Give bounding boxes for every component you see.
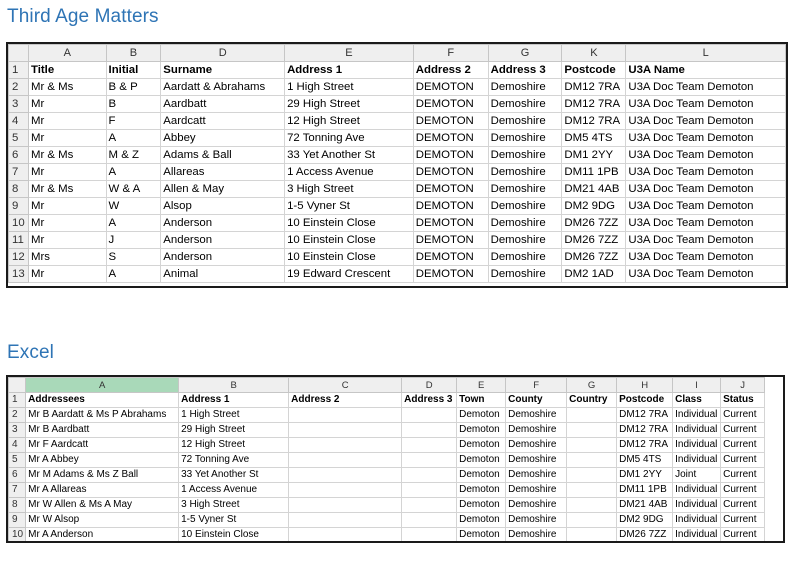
header-cell[interactable]: Address 3 — [402, 393, 457, 408]
column-header-d[interactable]: D — [161, 45, 285, 62]
table-row — [9, 215, 786, 232]
cell[interactable]: Demoshire — [488, 198, 562, 215]
header-cell[interactable]: Address 3 — [488, 62, 562, 79]
row-number[interactable]: 1 — [9, 62, 29, 79]
cell[interactable]: DM21 4AB — [617, 498, 673, 513]
cell[interactable]: Mr A Anderson — [26, 528, 179, 543]
cell[interactable]: DM1 2YY — [562, 147, 626, 164]
cell[interactable]: DM26 7ZZ — [562, 215, 626, 232]
cell[interactable]: 10 Einstein Close — [285, 215, 414, 232]
cell[interactable]: 29 High Street — [179, 423, 289, 438]
excel-heading: Excel — [7, 342, 54, 363]
cell[interactable]: DM2 9DG — [562, 198, 626, 215]
cell[interactable]: Demoshire — [506, 438, 567, 453]
header-cell[interactable]: Status — [721, 393, 765, 408]
cell[interactable]: Mr W Alsop — [26, 513, 179, 528]
row-number[interactable]: 1 — [9, 393, 26, 408]
cell[interactable] — [289, 453, 402, 468]
cell[interactable]: W — [106, 198, 161, 215]
cell[interactable] — [402, 408, 457, 423]
cell[interactable]: DEMOTON — [413, 96, 488, 113]
cell[interactable]: Individual — [673, 513, 721, 528]
cell[interactable] — [289, 483, 402, 498]
cell[interactable]: Individual — [673, 528, 721, 543]
cell[interactable]: Mr — [28, 266, 106, 283]
cell[interactable]: Mr & Ms — [28, 79, 106, 96]
cell[interactable]: DEMOTON — [413, 249, 488, 266]
cell[interactable] — [567, 423, 617, 438]
cell[interactable]: 1 Access Avenue — [179, 483, 289, 498]
cell[interactable]: Demoshire — [506, 513, 567, 528]
column-header-j[interactable]: J — [721, 378, 765, 393]
cell[interactable]: DEMOTON — [413, 147, 488, 164]
cell[interactable]: Current — [721, 468, 765, 483]
cell[interactable]: DEMOTON — [413, 198, 488, 215]
cell[interactable]: DM11 1PB — [617, 483, 673, 498]
cell[interactable]: Current — [721, 483, 765, 498]
cell[interactable]: DM12 7RA — [562, 113, 626, 130]
header-cell[interactable]: U3A Name — [626, 62, 786, 79]
cell[interactable]: DM12 7RA — [617, 408, 673, 423]
column-header-row — [9, 378, 765, 393]
cell[interactable]: Mr W Allen & Ms A May — [26, 498, 179, 513]
table-row — [9, 249, 786, 266]
table-row — [9, 468, 765, 483]
column-header-e[interactable]: E — [285, 45, 414, 62]
cell[interactable]: Demoshire — [506, 528, 567, 543]
cell[interactable]: Demoton — [457, 438, 506, 453]
select-all-corner[interactable] — [9, 378, 26, 393]
cell[interactable]: Demoton — [457, 513, 506, 528]
cell[interactable] — [402, 528, 457, 543]
cell[interactable]: 10 Einstein Close — [285, 249, 414, 266]
header-cell[interactable]: Address 1 — [179, 393, 289, 408]
cell[interactable]: DEMOTON — [413, 266, 488, 283]
header-row — [9, 393, 765, 408]
cell[interactable]: Anderson — [161, 215, 285, 232]
cell[interactable]: Current — [721, 438, 765, 453]
cell[interactable]: DEMOTON — [413, 79, 488, 96]
cell[interactable]: DM2 1AD — [562, 266, 626, 283]
cell[interactable]: Individual — [673, 438, 721, 453]
cell[interactable] — [567, 408, 617, 423]
row-number[interactable]: 10 — [9, 528, 26, 543]
cell[interactable]: U3A Doc Team Demoton — [626, 96, 786, 113]
row-number[interactable]: 6 — [9, 468, 26, 483]
cell[interactable]: A — [106, 164, 161, 181]
cell[interactable]: Current — [721, 453, 765, 468]
table-row — [9, 483, 765, 498]
cell[interactable]: 1-5 Vyner St — [285, 198, 414, 215]
select-all-corner[interactable] — [9, 45, 29, 62]
cell[interactable]: U3A Doc Team Demoton — [626, 113, 786, 130]
cell[interactable]: Current — [721, 528, 765, 543]
cell[interactable]: 12 High Street — [179, 438, 289, 453]
cell[interactable]: Current — [721, 498, 765, 513]
cell[interactable]: Mr A Allareas — [26, 483, 179, 498]
table-row — [9, 79, 786, 96]
header-cell[interactable]: County — [506, 393, 567, 408]
cell[interactable]: B — [106, 96, 161, 113]
column-header-a[interactable]: A — [28, 45, 106, 62]
cell[interactable] — [567, 438, 617, 453]
cell[interactable]: U3A Doc Team Demoton — [626, 198, 786, 215]
cell[interactable]: U3A Doc Team Demoton — [626, 79, 786, 96]
cell[interactable]: DM26 7ZZ — [562, 232, 626, 249]
column-header-f[interactable]: F — [413, 45, 488, 62]
header-cell[interactable]: Country — [567, 393, 617, 408]
row-number[interactable]: 7 — [9, 164, 29, 181]
cell[interactable]: Current — [721, 423, 765, 438]
table-row — [9, 498, 765, 513]
cell[interactable]: 1 High Street — [285, 79, 414, 96]
cell[interactable] — [567, 483, 617, 498]
cell[interactable]: DEMOTON — [413, 113, 488, 130]
row-number[interactable]: 12 — [9, 249, 29, 266]
row-number[interactable]: 13 — [9, 266, 29, 283]
column-header-c[interactable]: C — [289, 378, 402, 393]
cell[interactable]: U3A Doc Team Demoton — [626, 164, 786, 181]
column-header-k[interactable]: K — [562, 45, 626, 62]
cell[interactable]: Mr F Aardcatt — [26, 438, 179, 453]
cell[interactable] — [402, 498, 457, 513]
cell[interactable]: B & P — [106, 79, 161, 96]
cell[interactable]: Mr — [28, 232, 106, 249]
cell[interactable]: Alsop — [161, 198, 285, 215]
row-number[interactable]: 5 — [9, 453, 26, 468]
row-number[interactable]: 8 — [9, 498, 26, 513]
table-row — [9, 528, 765, 543]
column-header-a[interactable]: A — [26, 378, 179, 393]
header-cell[interactable]: Address 2 — [289, 393, 402, 408]
table-row — [9, 181, 786, 198]
header-cell[interactable]: Addressees — [26, 393, 179, 408]
cell[interactable]: 72 Tonning Ave — [179, 453, 289, 468]
cell[interactable] — [567, 528, 617, 543]
cell[interactable] — [289, 528, 402, 543]
table-row — [9, 232, 786, 249]
row-number[interactable]: 5 — [9, 130, 29, 147]
cell[interactable] — [402, 468, 457, 483]
cell[interactable]: Mr B Aardbatt — [26, 423, 179, 438]
cell[interactable]: Demoshire — [488, 113, 562, 130]
row-number[interactable]: 3 — [9, 423, 26, 438]
cell[interactable]: 19 Edward Crescent — [285, 266, 414, 283]
cell[interactable]: Demoton — [457, 468, 506, 483]
cell[interactable]: Aardcatt — [161, 113, 285, 130]
cell[interactable]: Demoshire — [488, 79, 562, 96]
table-row — [9, 408, 765, 423]
cell[interactable]: J — [106, 232, 161, 249]
cell[interactable] — [289, 438, 402, 453]
header-cell[interactable]: Address 2 — [413, 62, 488, 79]
cell[interactable]: Demoshire — [488, 147, 562, 164]
column-header-row — [9, 45, 786, 62]
cell[interactable]: DM5 4TS — [562, 130, 626, 147]
cell[interactable]: Current — [721, 513, 765, 528]
cell[interactable]: Demoton — [457, 408, 506, 423]
cell[interactable] — [567, 513, 617, 528]
header-cell[interactable]: Town — [457, 393, 506, 408]
table-row — [9, 438, 765, 453]
cell[interactable] — [402, 438, 457, 453]
header-cell[interactable]: Class — [673, 393, 721, 408]
cell[interactable]: Allen & May — [161, 181, 285, 198]
cell[interactable]: DM2 9DG — [617, 513, 673, 528]
cell[interactable]: Individual — [673, 408, 721, 423]
header-cell[interactable]: Postcode — [562, 62, 626, 79]
row-number[interactable]: 7 — [9, 483, 26, 498]
cell[interactable]: Demoshire — [488, 130, 562, 147]
cell[interactable]: Aardbatt — [161, 96, 285, 113]
cell[interactable]: 1 Access Avenue — [285, 164, 414, 181]
cell[interactable]: Mr A Abbey — [26, 453, 179, 468]
cell[interactable]: 72 Tonning Ave — [285, 130, 414, 147]
cell[interactable]: Demoton — [457, 423, 506, 438]
column-header-f[interactable]: F — [506, 378, 567, 393]
row-number[interactable]: 4 — [9, 113, 29, 130]
cell[interactable]: Demoshire — [488, 232, 562, 249]
cell[interactable]: DM26 7ZZ — [617, 528, 673, 543]
cell[interactable] — [402, 453, 457, 468]
row-number[interactable]: 9 — [9, 513, 26, 528]
excel-sheet — [6, 375, 785, 543]
cell[interactable]: U3A Doc Team Demoton — [626, 181, 786, 198]
cell[interactable]: DEMOTON — [413, 215, 488, 232]
column-header-d[interactable]: D — [402, 378, 457, 393]
cell[interactable]: 29 High Street — [285, 96, 414, 113]
cell[interactable]: Mr — [28, 113, 106, 130]
cell[interactable]: Abbey — [161, 130, 285, 147]
cell[interactable]: U3A Doc Team Demoton — [626, 215, 786, 232]
column-header-h[interactable]: H — [617, 378, 673, 393]
cell[interactable]: Mr & Ms — [28, 147, 106, 164]
row-number[interactable]: 9 — [9, 198, 29, 215]
table-row — [9, 266, 786, 283]
table-row — [9, 453, 765, 468]
row-number[interactable]: 10 — [9, 215, 29, 232]
cell[interactable] — [289, 468, 402, 483]
cell[interactable]: Mr — [28, 130, 106, 147]
cell[interactable]: Mr & Ms — [28, 181, 106, 198]
cell[interactable] — [567, 498, 617, 513]
header-cell[interactable]: Postcode — [617, 393, 673, 408]
table-row — [9, 130, 786, 147]
column-header-b[interactable]: B — [106, 45, 161, 62]
row-number[interactable]: 11 — [9, 232, 29, 249]
cell[interactable]: DEMOTON — [413, 130, 488, 147]
cell[interactable]: DM12 7RA — [617, 438, 673, 453]
cell[interactable] — [289, 513, 402, 528]
cell[interactable]: DM1 2YY — [617, 468, 673, 483]
cell[interactable]: Demoton — [457, 483, 506, 498]
cell[interactable]: 10 Einstein Close — [285, 232, 414, 249]
cell[interactable]: Mr — [28, 198, 106, 215]
table-row — [9, 113, 786, 130]
cell[interactable]: DEMOTON — [413, 181, 488, 198]
cell[interactable]: 3 High Street — [285, 181, 414, 198]
cell[interactable]: Individual — [673, 498, 721, 513]
cell[interactable]: Mr B Aardatt & Ms P Abrahams — [26, 408, 179, 423]
header-cell[interactable]: Surname — [161, 62, 285, 79]
cell[interactable] — [289, 423, 402, 438]
cell[interactable]: Demoshire — [506, 453, 567, 468]
cell[interactable]: W & A — [106, 181, 161, 198]
table-row — [9, 423, 765, 438]
cell[interactable]: Mr — [28, 215, 106, 232]
column-header-i[interactable]: I — [673, 378, 721, 393]
cell[interactable]: 33 Yet Another St — [285, 147, 414, 164]
row-number[interactable]: 2 — [9, 408, 26, 423]
cell[interactable]: 10 Einstein Close — [179, 528, 289, 543]
cell[interactable]: Animal — [161, 266, 285, 283]
cell[interactable]: 12 High Street — [285, 113, 414, 130]
row-number[interactable]: 2 — [9, 79, 29, 96]
row-number[interactable]: 6 — [9, 147, 29, 164]
cell[interactable]: M & Z — [106, 147, 161, 164]
cell[interactable]: Demoshire — [488, 215, 562, 232]
cell[interactable] — [402, 513, 457, 528]
table-row — [9, 198, 786, 215]
cell[interactable] — [289, 498, 402, 513]
cell[interactable]: 1 High Street — [179, 408, 289, 423]
cell[interactable]: DM12 7RA — [562, 96, 626, 113]
cell[interactable] — [567, 453, 617, 468]
row-number[interactable]: 4 — [9, 438, 26, 453]
row-number[interactable]: 8 — [9, 181, 29, 198]
cell[interactable]: Demoshire — [488, 164, 562, 181]
cell[interactable]: Demoshire — [506, 483, 567, 498]
cell[interactable]: 3 High Street — [179, 498, 289, 513]
cell[interactable]: U3A Doc Team Demoton — [626, 147, 786, 164]
cell[interactable] — [402, 423, 457, 438]
cell[interactable]: Current — [721, 408, 765, 423]
cell[interactable]: DM11 1PB — [562, 164, 626, 181]
cell[interactable] — [567, 468, 617, 483]
cell[interactable]: Mrs — [28, 249, 106, 266]
column-header-l[interactable]: L — [626, 45, 786, 62]
header-cell[interactable]: Address 1 — [285, 62, 414, 79]
cell[interactable]: Anderson — [161, 249, 285, 266]
cell[interactable]: U3A Doc Team Demoton — [626, 249, 786, 266]
cell[interactable]: Mr — [28, 164, 106, 181]
cell[interactable]: Demoshire — [488, 249, 562, 266]
cell[interactable]: Demoshire — [506, 423, 567, 438]
table-row — [9, 513, 765, 528]
header-cell[interactable]: Initial — [106, 62, 161, 79]
row-number[interactable]: 3 — [9, 96, 29, 113]
cell[interactable]: Demoton — [457, 453, 506, 468]
cell[interactable]: DM12 7RA — [562, 79, 626, 96]
cell[interactable]: A — [106, 266, 161, 283]
table-row — [9, 164, 786, 181]
cell[interactable]: F — [106, 113, 161, 130]
cell[interactable]: Adams & Ball — [161, 147, 285, 164]
header-cell[interactable]: Title — [28, 62, 106, 79]
header-row — [9, 62, 786, 79]
column-header-g[interactable]: G — [488, 45, 562, 62]
third-age-matters-heading: Third Age Matters — [7, 6, 159, 27]
cell[interactable]: A — [106, 215, 161, 232]
cell[interactable]: Joint — [673, 468, 721, 483]
cell[interactable]: U3A Doc Team Demoton — [626, 130, 786, 147]
cell[interactable]: DM5 4TS — [617, 453, 673, 468]
cell[interactable]: 1-5 Vyner St — [179, 513, 289, 528]
cell[interactable]: Aardatt & Abrahams — [161, 79, 285, 96]
cell[interactable]: Demoshire — [488, 266, 562, 283]
cell[interactable]: U3A Doc Team Demoton — [626, 232, 786, 249]
cell[interactable]: Mr M Adams & Ms Z Ball — [26, 468, 179, 483]
cell[interactable]: Demoshire — [488, 181, 562, 198]
cell[interactable] — [289, 408, 402, 423]
cell[interactable]: Demoshire — [506, 408, 567, 423]
cell[interactable]: Individual — [673, 423, 721, 438]
cell[interactable]: DM26 7ZZ — [562, 249, 626, 266]
cell[interactable]: Mr — [28, 96, 106, 113]
cell[interactable]: Anderson — [161, 232, 285, 249]
table-row — [9, 147, 786, 164]
third-age-matters-sheet — [6, 42, 788, 288]
cell[interactable]: U3A Doc Team Demoton — [626, 266, 786, 283]
cell[interactable]: Demoshire — [488, 96, 562, 113]
cell[interactable]: Individual — [673, 483, 721, 498]
cell[interactable]: Individual — [673, 453, 721, 468]
column-header-b[interactable]: B — [179, 378, 289, 393]
cell[interactable]: Demoshire — [506, 498, 567, 513]
cell[interactable]: Demoshire — [506, 468, 567, 483]
cell[interactable]: Demoton — [457, 498, 506, 513]
cell[interactable]: DM21 4AB — [562, 181, 626, 198]
table-row — [9, 96, 786, 113]
cell[interactable]: DEMOTON — [413, 164, 488, 181]
cell[interactable]: 33 Yet Another St — [179, 468, 289, 483]
cell[interactable]: A — [106, 130, 161, 147]
cell[interactable]: Demoton — [457, 528, 506, 543]
cell[interactable]: S — [106, 249, 161, 266]
cell[interactable]: DEMOTON — [413, 232, 488, 249]
cell[interactable]: Allareas — [161, 164, 285, 181]
column-header-g[interactable]: G — [567, 378, 617, 393]
cell[interactable] — [402, 483, 457, 498]
column-header-e[interactable]: E — [457, 378, 506, 393]
cell[interactable]: DM12 7RA — [617, 423, 673, 438]
